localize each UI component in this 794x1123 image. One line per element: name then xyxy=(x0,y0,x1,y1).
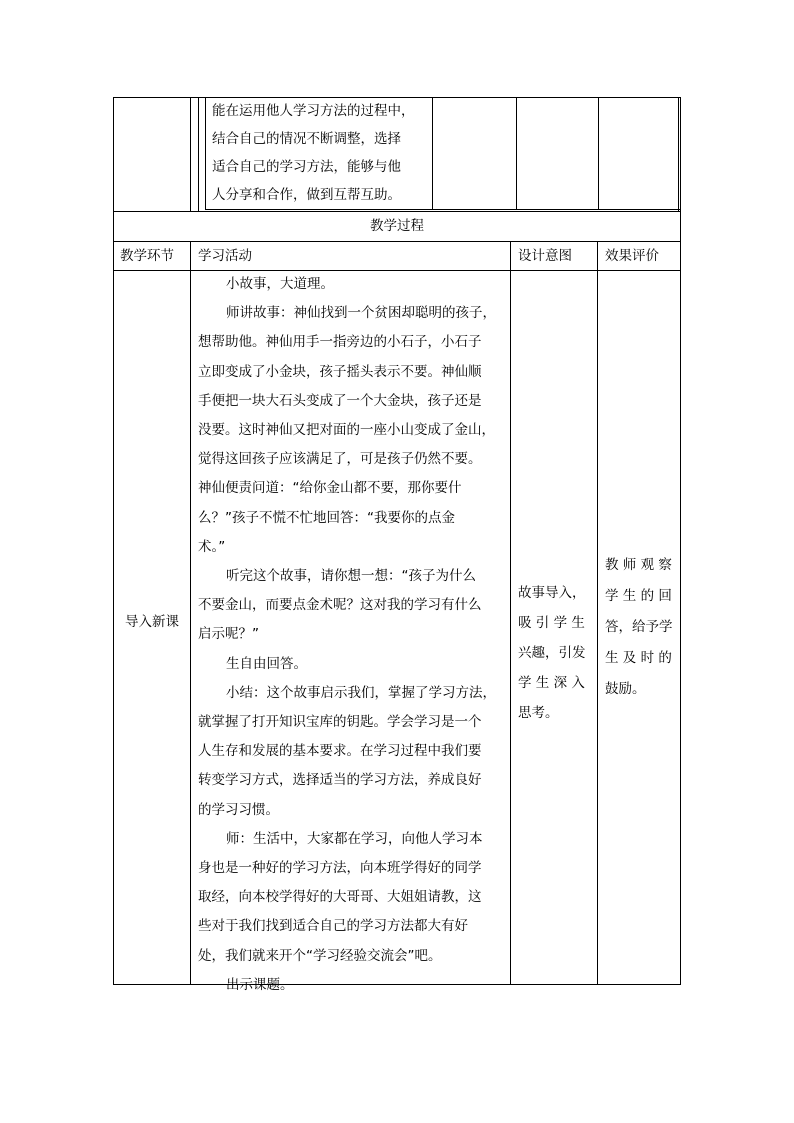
objective-line: 能在运用他人学习方法的过程中， xyxy=(212,103,415,119)
header-activity: 学习活动 xyxy=(198,248,252,264)
header-stage: 教学环节 xyxy=(120,248,174,264)
activity-line: 神仙便责问道：“给你金山都不要，那你要什 xyxy=(198,480,462,497)
activity-line: 不要金山，而要点金术呢？这对我的学习有什么 xyxy=(198,597,482,614)
activity-line: 想帮助他。神仙用手一指旁边的小石子，小石子 xyxy=(198,334,482,351)
evaluation-line: 鼓励。 xyxy=(605,681,646,697)
intent-line: 学 生 深 入 xyxy=(518,675,585,691)
top-row-col-3 xyxy=(205,97,206,210)
intent-line: 故事导入， xyxy=(518,585,586,601)
intent-line: 思考。 xyxy=(518,705,559,721)
top-row-col-1 xyxy=(190,97,191,212)
activity-line: 启示呢？” xyxy=(198,626,259,643)
activity-line: 手便把一块大石头变成了一个大金块，孩子还是 xyxy=(198,392,482,409)
activity-line: 人生存和发展的基本要求。在学习过程中我们要 xyxy=(198,743,482,760)
activity-line: 小结：这个故事启示我们，掌握了学习方法， xyxy=(226,684,496,701)
activity-line: 生自由回答。 xyxy=(226,655,307,672)
objective-line: 适合自己的学习方法，能够与他 xyxy=(212,159,401,175)
evaluation-cell xyxy=(605,550,677,705)
evaluation-line: 答，给予学 xyxy=(605,619,673,635)
activity-line: 听完这个故事，请你想一想：“孩子为什么 xyxy=(226,568,476,585)
activity-line: 处，我们就来开个“学习经验交流会”吧。 xyxy=(198,947,442,964)
evaluation-line: 生 及 时 的 xyxy=(605,650,672,666)
top-row-col-6 xyxy=(598,97,599,210)
activity-line: 转变学习方式，选择适当的学习方法，养成良好 xyxy=(198,772,482,789)
section-title: 教学过程 xyxy=(370,218,424,234)
col-divider-activity xyxy=(510,241,511,985)
activity-line: 么？”孩子不慌不忙地回答：“我要你的点金 xyxy=(198,509,455,526)
activity-line: 没要。这时神仙又把对面的一座小山变成了金山， xyxy=(198,422,495,439)
intent-line: 兴趣，引发 xyxy=(518,645,586,661)
evaluation-line: 教 师 观 察 xyxy=(605,557,672,573)
activity-line: 身也是一种好的学习方法，向本班学得好的同学 xyxy=(198,860,482,877)
objective-line: 人分享和合作，做到互帮互助。 xyxy=(212,187,401,203)
activity-line: 术。” xyxy=(198,538,226,555)
activity-line: 出示课题。 xyxy=(226,976,294,993)
intent-line: 吸 引 学 生 xyxy=(518,615,585,631)
header-intent: 设计意图 xyxy=(518,248,572,264)
stage-cell: 导入新课 xyxy=(125,614,179,630)
objective-cell-bottom xyxy=(205,209,681,210)
activity-line: 小故事，大道理。 xyxy=(226,276,334,292)
activity-line: 取经，向本校学得好的大哥哥、大姐姐请教，这 xyxy=(198,889,482,906)
top-row-col-5 xyxy=(516,97,517,210)
evaluation-line: 学 生 的 回 xyxy=(605,588,672,604)
top-row-col-4 xyxy=(432,97,433,210)
header-evaluation: 效果评价 xyxy=(605,248,659,264)
objective-line: 结合自己的情况不断调整，选择 xyxy=(212,131,401,147)
top-row-col-2 xyxy=(198,97,199,212)
col-divider-intent xyxy=(597,241,598,985)
activity-line: 觉得这回孩子应该满足了，可是孩子仍然不要。 xyxy=(198,451,482,468)
activity-line: 就掌握了打开知识宝库的钥匙。学会学习是一个 xyxy=(198,714,482,731)
activity-line: 师讲故事：神仙找到一个贫困却聪明的孩子， xyxy=(226,305,496,322)
intent-cell xyxy=(518,578,594,728)
activity-line: 些对于我们找到适合自己的学习方法都大有好 xyxy=(198,918,468,935)
activity-line: 师：生活中，大家都在学习，向他人学习本 xyxy=(226,830,483,847)
activity-line: 立即变成了小金块，孩子摇头表示不要。神仙顺 xyxy=(198,363,482,380)
table-border-right-double xyxy=(678,97,679,212)
activity-line: 的学习习惯。 xyxy=(198,801,279,818)
objective-cell xyxy=(212,97,432,209)
activity-cell xyxy=(198,270,508,1000)
